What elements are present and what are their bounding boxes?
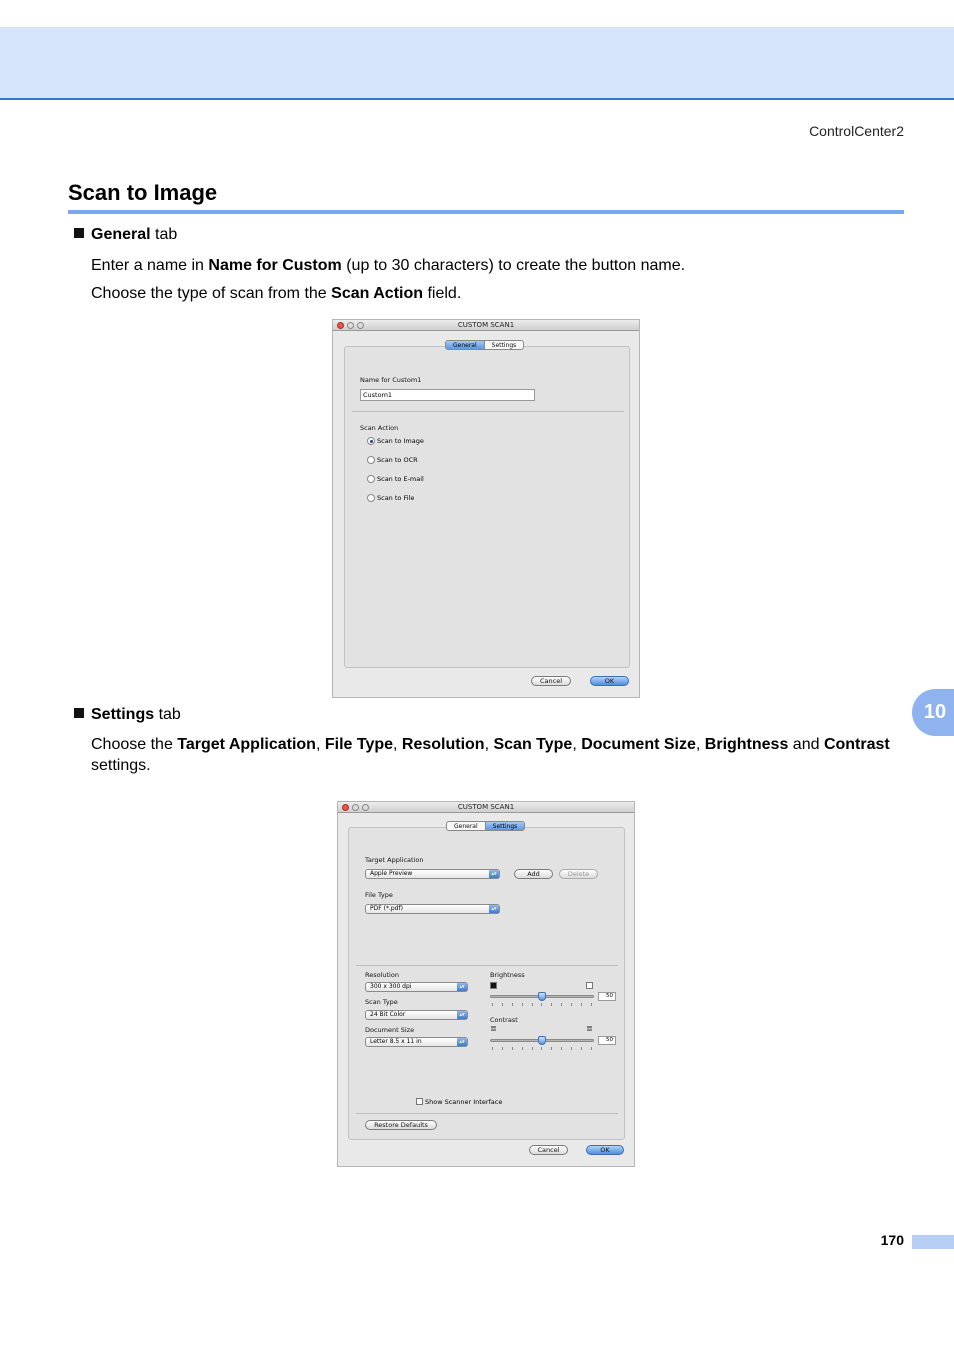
bold-text: Target Application bbox=[177, 736, 316, 753]
dialog-title: CUSTOM SCAN1 bbox=[457, 803, 515, 811]
page-number: 170 bbox=[880, 1232, 904, 1248]
document-size-select[interactable] bbox=[365, 1037, 468, 1047]
bullet-square-icon bbox=[74, 228, 84, 238]
bold-text: Contrast bbox=[823, 736, 890, 753]
bold-text: Name for Custom bbox=[208, 257, 342, 274]
bullet-bold-text: Settings bbox=[91, 706, 155, 723]
bold-text: File Type bbox=[324, 736, 394, 753]
text: settings. bbox=[91, 757, 151, 774]
close-window-icon[interactable] bbox=[337, 322, 344, 329]
radio-scan-to-image[interactable] bbox=[367, 437, 424, 446]
radio-label: Scan to File bbox=[377, 494, 415, 502]
tab-general[interactable]: General bbox=[454, 823, 478, 830]
text: , bbox=[695, 736, 705, 753]
dialog-titlebar bbox=[333, 320, 639, 331]
chapter-tab: 10 bbox=[912, 689, 954, 736]
cancel-button[interactable]: Cancel bbox=[531, 676, 571, 686]
text: , bbox=[315, 736, 325, 753]
tab-bar bbox=[446, 821, 525, 831]
minimize-window-icon[interactable] bbox=[352, 804, 359, 811]
divider bbox=[356, 965, 618, 966]
radio-scan-to-file[interactable] bbox=[367, 494, 414, 503]
text: and bbox=[788, 736, 824, 753]
target-application-select[interactable] bbox=[365, 869, 500, 879]
general-line-2 bbox=[91, 283, 461, 304]
select-arrows-icon: ▴▾ bbox=[489, 870, 499, 878]
checkbox-icon bbox=[416, 1098, 423, 1105]
tab-bar bbox=[445, 340, 524, 350]
brightness-label: Brightness bbox=[490, 971, 525, 979]
scan-action-label: Scan Action bbox=[360, 424, 399, 432]
document-size-label: Document Size bbox=[365, 1026, 415, 1034]
add-button[interactable]: Add bbox=[514, 869, 553, 879]
select-value: PDF (*.pdf) bbox=[370, 905, 403, 912]
bold-text: Brightness bbox=[704, 736, 789, 753]
contrast-label: Contrast bbox=[490, 1016, 518, 1024]
delete-button[interactable]: Delete bbox=[559, 869, 598, 879]
dialog-titlebar bbox=[338, 802, 634, 813]
select-arrows-icon: ▴▾ bbox=[457, 983, 467, 991]
zoom-window-icon[interactable] bbox=[357, 322, 364, 329]
select-value: Letter 8.5 x 11 in bbox=[370, 1038, 422, 1045]
window-controls bbox=[342, 804, 372, 815]
bold-text: Scan Type bbox=[493, 736, 573, 753]
zoom-window-icon[interactable] bbox=[362, 804, 369, 811]
section-rule bbox=[68, 210, 904, 214]
cancel-button[interactable]: Cancel bbox=[529, 1145, 568, 1155]
close-window-icon[interactable] bbox=[342, 804, 349, 811]
text: , bbox=[393, 736, 402, 753]
target-application-label: Target Application bbox=[365, 856, 424, 864]
text: , bbox=[484, 736, 494, 753]
select-arrows-icon: ▴▾ bbox=[457, 1038, 467, 1046]
scan-type-select[interactable] bbox=[365, 1010, 468, 1020]
brightness-value-field[interactable]: 50 bbox=[598, 992, 616, 1001]
file-type-label: File Type bbox=[365, 891, 393, 899]
brightness-slider-knob[interactable] bbox=[538, 992, 546, 1001]
radio-scan-to-ocr[interactable] bbox=[367, 456, 418, 465]
settings-tab-bullet bbox=[74, 706, 181, 724]
ok-button[interactable]: OK bbox=[586, 1145, 624, 1155]
radio-label: Scan to E-mail bbox=[377, 475, 424, 483]
bullet-square-icon bbox=[74, 708, 84, 718]
general-line-1 bbox=[91, 255, 685, 276]
dialog-title: CUSTOM SCAN1 bbox=[457, 321, 515, 329]
radio-scan-to-email[interactable] bbox=[367, 475, 424, 484]
divider bbox=[356, 1113, 618, 1114]
select-value: Apple Preview bbox=[370, 870, 413, 877]
tab-settings[interactable]: Settings bbox=[484, 341, 524, 349]
text: Choose the bbox=[91, 736, 178, 753]
tab-general[interactable]: General bbox=[446, 341, 484, 349]
radio-label: Scan to Image bbox=[377, 437, 424, 445]
show-scanner-interface-checkbox[interactable] bbox=[416, 1098, 502, 1107]
resolution-label: Resolution bbox=[365, 971, 399, 979]
tab-settings[interactable]: Settings bbox=[485, 822, 525, 830]
radio-icon bbox=[367, 494, 375, 502]
running-head: ControlCenter2 bbox=[809, 123, 904, 139]
dark-swatch-icon bbox=[490, 982, 497, 989]
custom-scan-dialog-general bbox=[332, 319, 640, 698]
bold-text: Resolution bbox=[401, 736, 485, 753]
radio-label: Scan to OCR bbox=[377, 456, 418, 464]
radio-selected-icon bbox=[367, 437, 375, 445]
ok-button[interactable]: OK bbox=[590, 676, 629, 686]
select-arrows-icon: ▴▾ bbox=[457, 1011, 467, 1019]
settings-paragraph bbox=[91, 734, 911, 776]
bold-text: Document Size bbox=[581, 736, 696, 753]
bullet-text: tab bbox=[154, 706, 181, 723]
light-swatch-icon bbox=[586, 982, 593, 989]
window-controls bbox=[337, 322, 367, 333]
select-arrows-icon: ▴▾ bbox=[489, 905, 499, 913]
contrast-ticks bbox=[492, 1047, 592, 1051]
text: Choose the type of scan from the bbox=[91, 285, 332, 302]
section-title: Scan to Image bbox=[68, 180, 218, 205]
text: , bbox=[572, 736, 582, 753]
low-contrast-icon: ≣ bbox=[490, 1024, 497, 1033]
brightness-ticks bbox=[492, 1003, 592, 1007]
name-for-custom-input[interactable]: Custom1 bbox=[360, 389, 535, 401]
contrast-value-field[interactable]: 50 bbox=[598, 1036, 616, 1045]
scan-type-label: Scan Type bbox=[365, 998, 398, 1006]
radio-icon bbox=[367, 475, 375, 483]
bold-text: Scan Action bbox=[331, 285, 424, 302]
custom-scan-dialog-settings bbox=[337, 801, 635, 1167]
text: Enter a name in bbox=[91, 257, 209, 274]
select-value: 24 Bit Color bbox=[370, 1011, 406, 1018]
bullet-bold-text: General bbox=[91, 226, 151, 243]
radio-icon bbox=[367, 456, 375, 464]
resolution-select[interactable] bbox=[365, 982, 468, 992]
header-band bbox=[0, 27, 954, 100]
contrast-slider-knob[interactable] bbox=[538, 1036, 546, 1045]
high-contrast-icon: ≣ bbox=[586, 1024, 593, 1033]
checkbox-label: Show Scanner Interface bbox=[425, 1098, 503, 1106]
divider bbox=[352, 411, 624, 412]
select-value: 300 x 300 dpi bbox=[370, 983, 412, 990]
text: field. bbox=[423, 285, 462, 302]
name-for-custom-label: Name for Custom1 bbox=[360, 376, 422, 384]
minimize-window-icon[interactable] bbox=[347, 322, 354, 329]
text: (up to 30 characters) to create the button name. bbox=[341, 257, 686, 274]
general-tab-bullet bbox=[74, 226, 177, 244]
page-number-bar bbox=[912, 1235, 954, 1249]
file-type-select[interactable] bbox=[365, 904, 500, 914]
restore-defaults-button[interactable]: Restore Defaults bbox=[365, 1120, 437, 1130]
bullet-text: tab bbox=[150, 226, 178, 243]
